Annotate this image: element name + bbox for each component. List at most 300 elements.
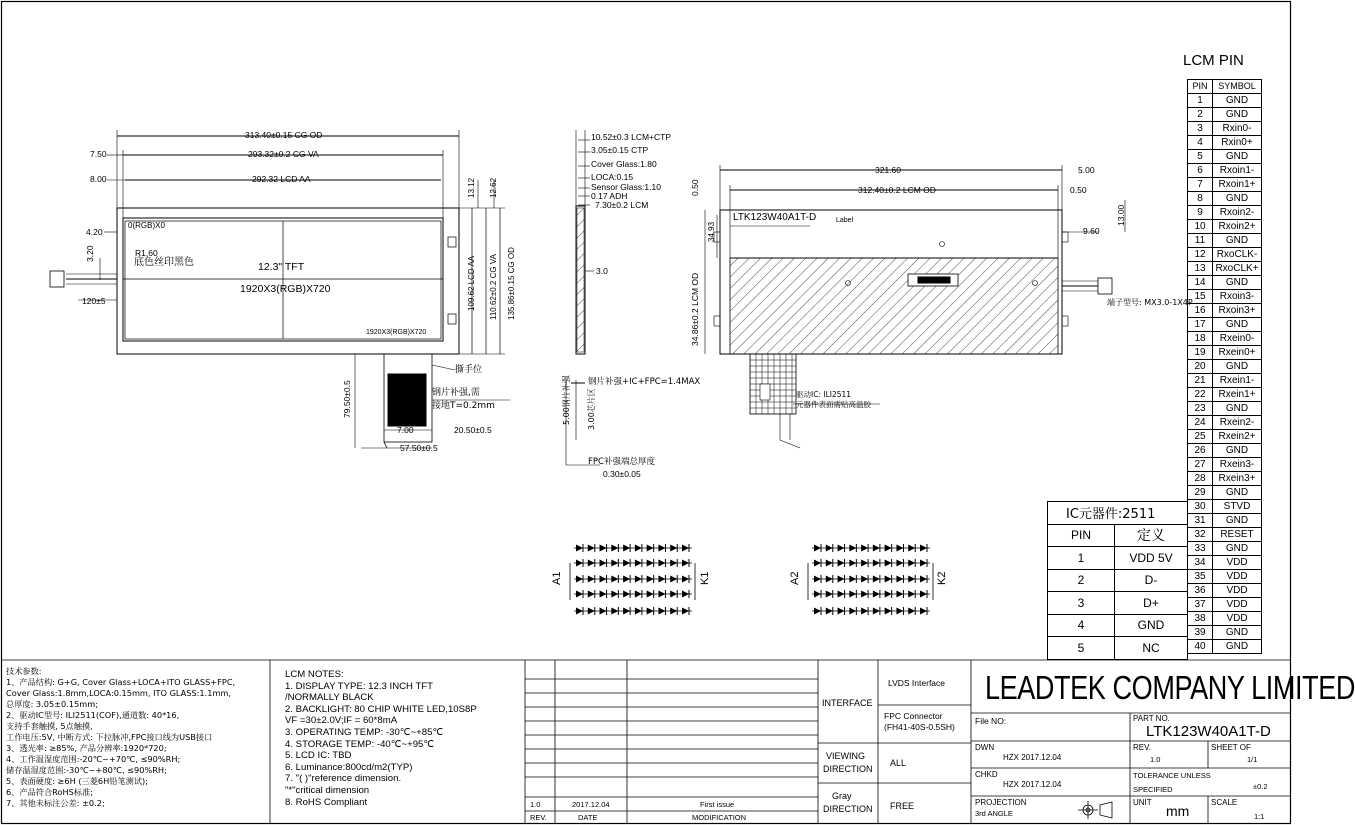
pin-number: 16 <box>1188 304 1213 318</box>
pin-symbol: RESET <box>1213 528 1262 542</box>
led-diode-icon <box>670 560 677 567</box>
pin-row <box>1188 290 1262 304</box>
ic-pin-table <box>1047 501 1188 660</box>
pin-symbol: Rxoin2+ <box>1213 220 1262 234</box>
pin-row <box>1188 332 1262 346</box>
tech-line: 工作电压:5V, 中断方式: 下拉脉冲,FPC接口线为USB接口 <box>6 732 213 742</box>
pin-symbol: Rxein1+ <box>1213 388 1262 402</box>
ic-definition: NC <box>1115 637 1188 660</box>
led-diode-icon <box>682 576 689 583</box>
led-diode-icon <box>908 608 915 615</box>
rear-321-60: 321.60 <box>875 165 901 175</box>
pin-number: 33 <box>1188 542 1213 556</box>
pin-number: 10 <box>1188 220 1213 234</box>
ic-definition: VDD 5V <box>1115 547 1188 570</box>
tech-line: 7、其他未标注公差: ±0.2; <box>6 798 105 808</box>
dim-79-50: 79.50±0.5 <box>342 380 352 418</box>
led-diode-icon <box>826 560 833 567</box>
pin-symbol: Rxein0+ <box>1213 346 1262 360</box>
stiffener-block <box>388 374 426 426</box>
pin-number: 11 <box>1188 234 1213 248</box>
pin-symbol: Rxoin3- <box>1213 290 1262 304</box>
led-diode-icon <box>576 591 583 598</box>
note-line: 1. DISPLAY TYPE: 12.3 INCH TFT <box>285 680 434 692</box>
led-diode-icon <box>896 560 903 567</box>
resolution: 1920X3(RGB)X720 <box>240 283 331 295</box>
led-diode-icon <box>826 576 833 583</box>
led-k2: K2 <box>936 571 948 585</box>
led-diode-icon <box>635 560 642 567</box>
ic-definition: GND <box>1115 614 1188 637</box>
rear-ic-note: 驱动IC: ILI2511 <box>796 390 852 399</box>
led-diode-icon <box>611 591 618 598</box>
dim-7-00: 7.00 <box>397 425 414 435</box>
led-diode-icon <box>908 560 915 567</box>
ic-row <box>1048 637 1188 660</box>
sheet-label: SHEET OF <box>1211 743 1251 752</box>
origin-label: 0(RGB)X0 <box>128 221 165 230</box>
ic-pin: 5 <box>1048 637 1115 660</box>
pin-symbol: Rxoin1+ <box>1213 178 1262 192</box>
pin-row <box>1188 122 1262 136</box>
led-diode-icon <box>920 591 927 598</box>
pin-row <box>1188 220 1262 234</box>
pin-number: 40 <box>1188 640 1213 654</box>
led-diode-icon <box>647 591 654 598</box>
pin-row <box>1188 150 1262 164</box>
pin-symbol: GND <box>1213 318 1262 332</box>
pin-symbol: GND <box>1213 94 1262 108</box>
led-diode-icon <box>623 591 630 598</box>
pin-number: 32 <box>1188 528 1213 542</box>
pin-row <box>1188 374 1262 388</box>
pin-number: 23 <box>1188 402 1213 416</box>
pin-symbol: GND <box>1213 276 1262 290</box>
dim-r1-60: R1.60 <box>135 248 158 258</box>
tech-line: 技术参数: <box>6 666 42 676</box>
pin-number: 3 <box>1188 122 1213 136</box>
scale-label: SCALE <box>1211 798 1238 807</box>
rear-34-93: 34.93 <box>707 221 716 242</box>
led-diode-icon <box>588 591 595 598</box>
interface-label: INTERFACE <box>822 698 873 708</box>
pin-row <box>1188 164 1262 178</box>
tech-line: 2、驱动IC型号: ILI2511(COF),通道数: 40*16, <box>6 710 180 720</box>
led-diode-icon <box>838 576 845 583</box>
side-3-0: 3.0 <box>596 266 608 276</box>
pin-number: 4 <box>1188 136 1213 150</box>
lcm-pin-table <box>1187 79 1262 654</box>
ic-row <box>1048 614 1188 637</box>
rear-label-text: LTK123W40A1T-D <box>733 212 817 223</box>
led-diode-icon <box>920 608 927 615</box>
pin-row <box>1188 346 1262 360</box>
ic-definition: D+ <box>1115 592 1188 615</box>
dim-20-50: 20.50±0.5 <box>454 425 492 435</box>
pin-number: 1 <box>1188 94 1213 108</box>
pin-number: 39 <box>1188 626 1213 640</box>
side-0-30: 0.30±0.05 <box>603 469 641 479</box>
led-diode-icon <box>896 608 903 615</box>
rear-9-60: 9.60 <box>1083 226 1100 236</box>
dwn-label: DWN <box>975 743 995 752</box>
led-diode-icon <box>885 545 892 552</box>
pin-number: 19 <box>1188 346 1213 360</box>
dim-cg-va-v: 110.62±0.2 CG VA <box>489 254 498 320</box>
led-diode-icon <box>814 608 821 615</box>
ic-row <box>1048 547 1188 570</box>
pin-row <box>1188 430 1262 444</box>
pin-row <box>1188 472 1262 486</box>
pin-row <box>1188 626 1262 640</box>
pin-row <box>1188 584 1262 598</box>
led-diode-icon <box>838 591 845 598</box>
led-diode-icon <box>908 591 915 598</box>
ic-table-title: IC元器件:2511 <box>1048 502 1188 525</box>
pin-symbol: GND <box>1213 444 1262 458</box>
led-diode-icon <box>861 576 868 583</box>
side-stack-max: 钢片补强+IC+FPC=1.4MAX <box>588 377 701 387</box>
tech-line: 总厚度: 3.05±0.15mm; <box>6 699 98 709</box>
led-diode-icon <box>611 560 618 567</box>
pin-symbol: Rxein3- <box>1213 458 1262 472</box>
led-diode-icon <box>908 576 915 583</box>
rev-mod: First issue <box>700 800 735 809</box>
pin-symbol: GND <box>1213 108 1262 122</box>
pin-row <box>1188 206 1262 220</box>
ic-pin: 4 <box>1048 614 1115 637</box>
led-diode-icon <box>908 545 915 552</box>
pin-symbol: GND <box>1213 626 1262 640</box>
pin-number: 17 <box>1188 318 1213 332</box>
side-adh: 0.17 ADH <box>591 191 628 201</box>
pin-symbol: VDD <box>1213 556 1262 570</box>
ic-row <box>1048 569 1188 592</box>
led-diode-icon <box>600 560 607 567</box>
pin-number: 8 <box>1188 192 1213 206</box>
led-diode-icon <box>682 591 689 598</box>
dim-lcd-aa-v: 109.62 LCD AA <box>467 255 476 311</box>
note-line: LCM NOTES: <box>285 669 344 680</box>
led-diode-icon <box>849 545 856 552</box>
tech-line: 6、产品符合RoHS标准; <box>6 787 93 797</box>
pin-symbol: Rxein2+ <box>1213 430 1262 444</box>
note-line: 7. "( )"reference dimension. <box>285 773 402 785</box>
pin-symbol: Rxin0- <box>1213 122 1262 136</box>
pin-symbol: GND <box>1213 234 1262 248</box>
note-line: 6. Luminance:800cd/m2(TYP) <box>285 761 413 773</box>
led-diode-icon <box>635 608 642 615</box>
pin-row <box>1188 234 1262 248</box>
dim-4-20: 4.20 <box>86 227 103 237</box>
pin-number: 6 <box>1188 164 1213 178</box>
pin-number: 38 <box>1188 612 1213 626</box>
rev-date: 2017.12.04 <box>572 800 610 809</box>
unit-value: mm <box>1166 803 1190 819</box>
pin-row <box>1188 262 1262 276</box>
led-diode-icon <box>670 545 677 552</box>
rev-box-value: 1.0 <box>1150 755 1161 764</box>
led-diode-icon <box>588 545 595 552</box>
led-diode-icon <box>838 560 845 567</box>
note-line: 3. OPERATING TEMP: -30℃~+85℃ <box>285 726 444 738</box>
pin-table-header <box>1188 80 1262 94</box>
note-line: /NORMALLY BLACK <box>285 692 374 704</box>
pin-row <box>1188 640 1262 654</box>
note-line: VF =30±2.0V;IF = 60*8mA <box>285 715 398 727</box>
pin-symbol: GND <box>1213 360 1262 374</box>
led-diode-icon <box>600 608 607 615</box>
pin-symbol: Rxein1- <box>1213 374 1262 388</box>
dwn-value: HZX 2017.12.04 <box>1003 753 1062 762</box>
led-diode-icon <box>576 545 583 552</box>
pin-number: 18 <box>1188 332 1213 346</box>
pin-row <box>1188 500 1262 514</box>
led-diode-icon <box>576 608 583 615</box>
tech-line: 4、工作温湿度范围:-20℃~+70℃, ≤90%RH; <box>6 754 181 764</box>
ic-header-pin: PIN <box>1048 524 1115 547</box>
lvds-label: LVDS Interface <box>888 678 946 688</box>
led-diode-icon <box>658 576 665 583</box>
led-diode-icon <box>682 608 689 615</box>
pin-number: 37 <box>1188 598 1213 612</box>
led-diode-icon <box>849 591 856 598</box>
dim-12-62: 12.62 <box>489 177 498 198</box>
pin-number: 14 <box>1188 276 1213 290</box>
led-k1: K1 <box>699 571 711 585</box>
pin-row <box>1188 318 1262 332</box>
gray-label-1: Gray <box>832 791 852 801</box>
rear-connector: 端子型号: MX3.0-1X4P <box>1107 298 1193 307</box>
led-diode-icon <box>849 576 856 583</box>
pin-symbol: Rxoin1- <box>1213 164 1262 178</box>
led-diode-icon <box>576 576 583 583</box>
led-diode-icon <box>826 591 833 598</box>
dim-120: 120±5 <box>82 296 106 306</box>
tear-position: 撕手位 <box>455 365 483 375</box>
ground-note: 接地T=0.2mm <box>432 401 495 411</box>
led-diode-icon <box>826 545 833 552</box>
led-diode-icon <box>670 608 677 615</box>
led-diode-icon <box>814 545 821 552</box>
unit-label: UNIT <box>1133 798 1152 807</box>
led-diode-icon <box>920 545 927 552</box>
pin-row <box>1188 276 1262 290</box>
dim-8-00: 8.00 <box>90 174 107 184</box>
tech-line: 3、透光率: ≥85%, 产品分辨率:1920*720; <box>6 743 167 753</box>
dim-cg-od: 313.40±0.15 CG OD <box>245 130 323 140</box>
led-diode-icon <box>873 576 880 583</box>
rear-0-50-a: 0.50 <box>690 179 700 196</box>
pin-symbol: RxoCLK+ <box>1213 262 1262 276</box>
pin-symbol: GND <box>1213 542 1262 556</box>
led-diode-icon <box>838 608 845 615</box>
led-diode-icon <box>658 591 665 598</box>
tolerance-label-2: SPECIFIED <box>1133 785 1173 794</box>
pin-row <box>1188 108 1262 122</box>
led-diode-icon <box>635 576 642 583</box>
rear-label-tag: Label <box>836 217 854 224</box>
pin-symbol: GND <box>1213 486 1262 500</box>
led-diode-icon <box>623 576 630 583</box>
pin-symbol: VDD <box>1213 584 1262 598</box>
led-diode-icon <box>896 545 903 552</box>
led-diode-icon <box>611 608 618 615</box>
note-line: 2. BACKLIGHT: 80 CHIP WHITE LED,10S8P <box>285 703 477 715</box>
tech-line: Cover Glass:1.8mm,LOCA:0.15mm, ITO GLASS:1.1mm, <box>6 688 231 698</box>
pin-symbol: GND <box>1213 640 1262 654</box>
dim-13-12: 13.12 <box>467 177 476 198</box>
led-diode-icon <box>623 545 630 552</box>
tech-params <box>6 666 235 809</box>
led-diode-icon <box>861 545 868 552</box>
pin-number: 34 <box>1188 556 1213 570</box>
resolution-small: 1920X3(RGB)X720 <box>366 329 427 336</box>
part-no-value: LTK123W40A1T-D <box>1146 723 1271 740</box>
angle-label: 3rd ANGLE <box>975 809 1013 818</box>
led-diode-icon <box>896 591 903 598</box>
dim-cg-va: 293.32±0.2 CG VA <box>248 149 319 159</box>
led-diode-icon <box>885 560 892 567</box>
pin-row <box>1188 94 1262 108</box>
led-diode-icon <box>896 576 903 583</box>
side-cover-glass: Cover Glass:1.80 <box>591 159 657 169</box>
pin-number: 24 <box>1188 416 1213 430</box>
dim-cg-od-v: 135.86±0.15 CG OD <box>507 247 516 320</box>
ic-pin: 2 <box>1048 569 1115 592</box>
pin-number: 13 <box>1188 262 1213 276</box>
ic-header-def: 定义 <box>1115 524 1188 547</box>
led-diode-icon <box>814 576 821 583</box>
pin-symbol: VDD <box>1213 598 1262 612</box>
led-diode-icon <box>670 591 677 598</box>
pin-number: 5 <box>1188 150 1213 164</box>
led-diode-icon <box>873 591 880 598</box>
led-diode-icon <box>814 591 821 598</box>
pin-number: 20 <box>1188 360 1213 374</box>
led-diode-icon <box>623 560 630 567</box>
tech-line: 储存温湿度范围:-30℃~+80℃, ≤90%RH; <box>6 765 167 775</box>
pin-number: 31 <box>1188 514 1213 528</box>
pin-number: 12 <box>1188 248 1213 262</box>
silk-note: 底色丝印黑色 <box>134 257 194 268</box>
led-diode-icon <box>920 576 927 583</box>
fpc-label-1: FPC Connector <box>884 711 943 721</box>
note-line: 5. LCD IC: TBD <box>285 750 352 762</box>
side-3-00: 3.00芯片区 <box>587 388 596 430</box>
side-fpc-thickness: FPC补强端总厚度 <box>588 457 655 467</box>
pin-row <box>1188 528 1262 542</box>
dim-7-50: 7.50 <box>90 149 107 159</box>
rev-value: 1.0 <box>530 800 541 809</box>
led-diode-icon <box>647 560 654 567</box>
rear-13-00: 13.00 <box>1116 204 1126 226</box>
pin-number: 25 <box>1188 430 1213 444</box>
rear-view <box>705 165 1125 448</box>
pin-row <box>1188 542 1262 556</box>
pin-row <box>1188 458 1262 472</box>
dim-57-50: 57.50±0.5 <box>400 443 438 453</box>
rear-5-00: 5.00 <box>1078 165 1095 175</box>
pin-row <box>1188 444 1262 458</box>
pin-number: 22 <box>1188 388 1213 402</box>
pin-number: 30 <box>1188 500 1213 514</box>
fpc-label-2: (FH41-40S-0.5SH) <box>884 722 955 732</box>
led-diode-icon <box>588 576 595 583</box>
ic-row <box>1048 592 1188 615</box>
led-diode-icon <box>861 560 868 567</box>
pin-symbol: Rxin0+ <box>1213 136 1262 150</box>
pin-row <box>1188 416 1262 430</box>
led-diode-icon <box>600 591 607 598</box>
pin-symbol: GND <box>1213 402 1262 416</box>
viewing-label-1: VIEWING <box>826 751 866 761</box>
tolerance-label-1: TOLERANCE UNLESS <box>1133 771 1211 780</box>
side-5-00: 5.00钢片补强 <box>562 375 571 425</box>
pin-symbol: GND <box>1213 192 1262 206</box>
pin-row <box>1188 192 1262 206</box>
pin-number: 9 <box>1188 206 1213 220</box>
ic-pin: 1 <box>1048 547 1115 570</box>
led-diode-icon <box>600 576 607 583</box>
side-loca: LOCA:0.15 <box>591 172 634 182</box>
led-diode-icon <box>873 545 880 552</box>
rear-lcm-od-v: 34.86±0.2 LCM OD <box>690 272 700 346</box>
pin-symbol: GND <box>1213 150 1262 164</box>
pin-symbol: Rxein0- <box>1213 332 1262 346</box>
led-diode-icon <box>635 545 642 552</box>
projection-label: PROJECTION <box>975 798 1027 807</box>
side-lcm: 7.30±0.2 LCM <box>595 200 649 210</box>
dim-lcd-aa: 292.32 LCD AA <box>252 174 311 184</box>
led-diode-icon <box>885 608 892 615</box>
led-rows-b <box>812 544 930 615</box>
pin-row <box>1188 402 1262 416</box>
tech-line: 5、表面硬度: ≥6H (三菱6H铅笔测试); <box>6 776 148 786</box>
pin-symbol: Rxein3+ <box>1213 472 1262 486</box>
pin-symbol: VDD <box>1213 570 1262 584</box>
stiffener-note: 钢片补强,需 <box>432 388 480 398</box>
symbol-header: SYMBOL <box>1213 80 1262 94</box>
screen-size: 12.3" TFT <box>258 261 305 273</box>
viewing-all: ALL <box>890 758 907 768</box>
led-a1: A1 <box>551 571 563 585</box>
side-ctp: 3.05±0.15 CTP <box>591 145 649 155</box>
led-diode-icon <box>682 545 689 552</box>
scale-value: 1:1 <box>1254 812 1265 821</box>
tolerance-value: ±0.2 <box>1253 782 1268 791</box>
ic-definition: D- <box>1115 569 1188 592</box>
side-lcm-ctp: 10.52±0.3 LCM+CTP <box>591 132 672 142</box>
led-diode-icon <box>861 591 868 598</box>
led-diode-icon <box>647 608 654 615</box>
pin-row <box>1188 486 1262 500</box>
pin-symbol: Rxein2- <box>1213 416 1262 430</box>
pin-symbol: RxoCLK- <box>1213 248 1262 262</box>
rear-lcm-od: 312.40±0.2 LCM OD <box>858 185 936 195</box>
led-rows-a <box>574 544 692 615</box>
led-diode-icon <box>873 560 880 567</box>
file-no-label: File NO: <box>975 716 1007 726</box>
chkd-value: HZX 2017.12.04 <box>1003 780 1062 789</box>
pin-row <box>1188 514 1262 528</box>
led-diode-icon <box>885 576 892 583</box>
pin-number: 35 <box>1188 570 1213 584</box>
led-diode-icon <box>611 545 618 552</box>
led-diode-icon <box>658 560 665 567</box>
led-diode-icon <box>873 608 880 615</box>
gray-label-2: DIRECTION <box>823 804 873 814</box>
